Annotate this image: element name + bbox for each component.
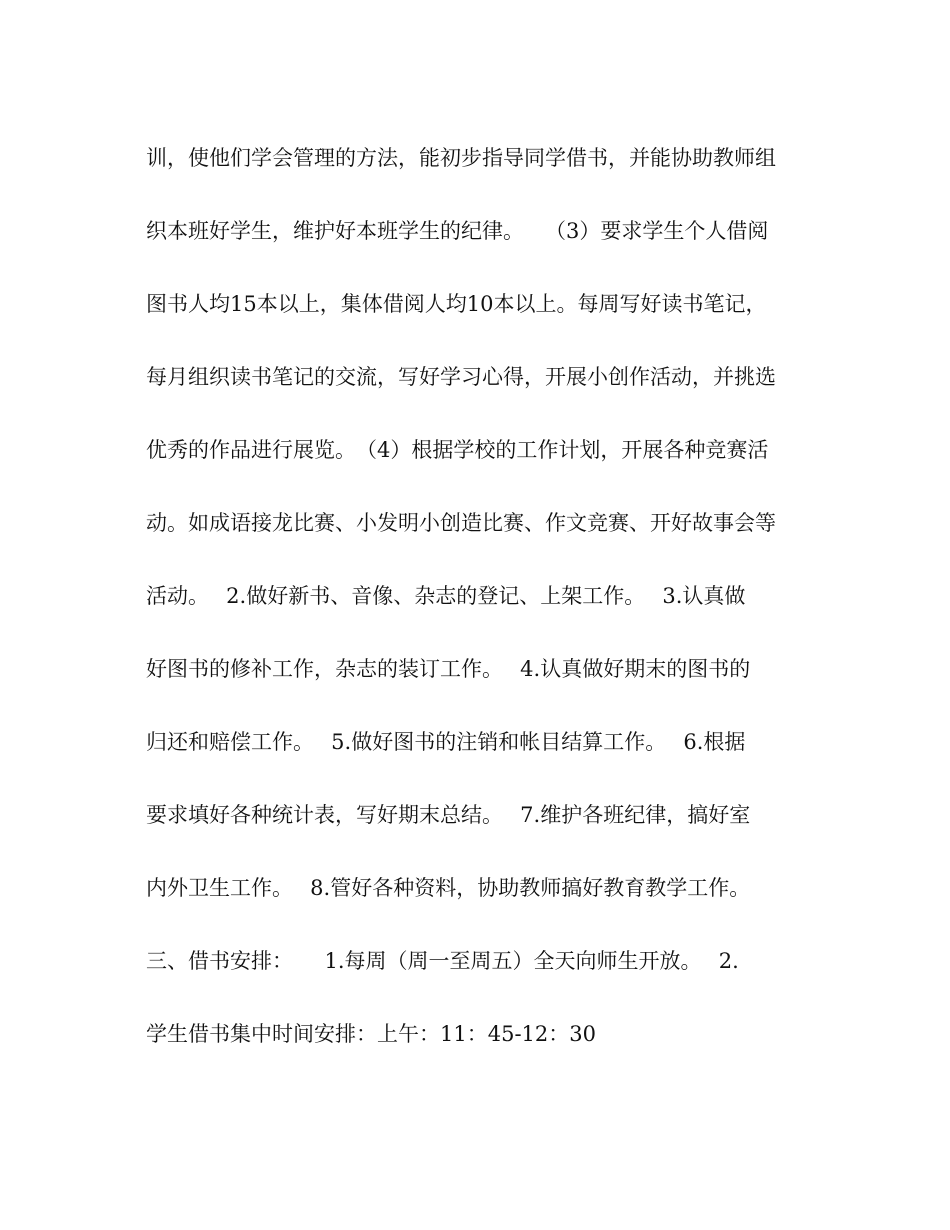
text-line: 内外卫生工作。 8.管好各种资料，协助教师搞好教育教学工作。 (146, 876, 751, 900)
text-line: 优秀的作品进行展览。 （4）根据学校的工作计划，开展各种竞赛活 (146, 438, 769, 462)
text-line: 要求填好各种统计表，写好期末总结。 7.维护各班纪律，搞好室 (146, 803, 751, 827)
text-line: 每月组织读书笔记的交流，写好学习心得，开展小创作活动，并挑选 (146, 365, 776, 389)
text-line: 归还和赔偿工作。 5.做好图书的注销和帐目结算工作。 6.根据 (146, 730, 746, 754)
text-line: 三、借书安排： 1.每周（周一至周五）全天向师生开放。 2. (146, 949, 739, 973)
text-line: 学生借书集中时间安排：上午：11：45-12：30 (146, 1022, 596, 1046)
text-line: 好图书的修补工作，杂志的装订工作。 4.认真做好期末的图书的 (146, 657, 751, 681)
text-line: 训，使他们学会管理的方法，能初步指导同学借书，并能协助教师组 (146, 146, 776, 170)
text-line: 织本班好学生，维护好本班学生的纪律。 （3）要求学生个人借阅 (146, 219, 769, 243)
text-line: 图书人均15本以上，集体借阅人均10本以上。每周写好读书笔记， (146, 292, 767, 316)
text-line: 活动。 2.做好新书、音像、杂志的登记、上架工作。 3.认真做 (146, 584, 746, 608)
body-text (146, 134, 826, 1083)
text-line: 动。如成语接龙比赛、小发明小创造比赛、作文竞赛、开好故事会等 (146, 511, 776, 535)
